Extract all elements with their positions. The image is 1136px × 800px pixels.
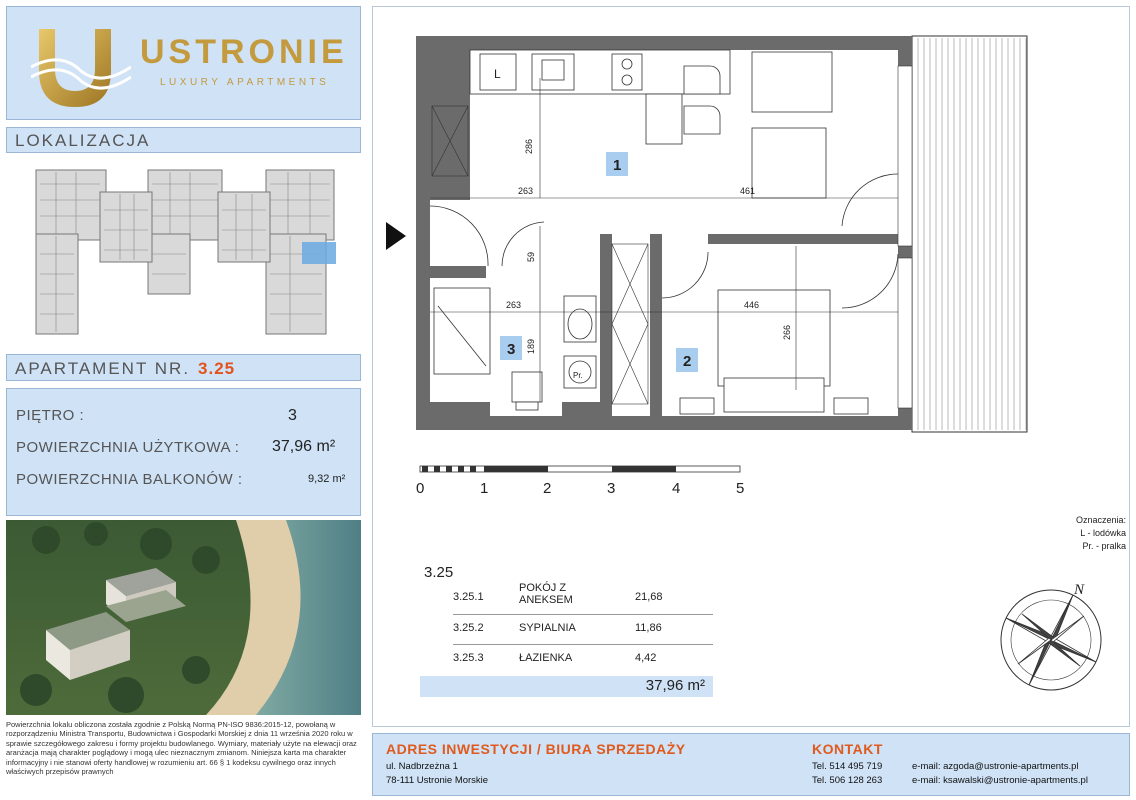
- legal-notice: Powierzchnia lokalu obliczona została zgodnie z Polską Normą PN-ISO 9836:2015-12, powołaną w rozporządzeniu Ministra Transportu, Budownictwa i Gospodarki Morskiej z dnia 11 września 2020 roku w sprawie szczegółowego zakresu i formy projektu budowlanego. Wymiary, materiały użyte na elewacji oraz aranżacja mają charakter poglądowy i mogą ulec nieznacznym zmianom. Niniejsza karta ma charakter informacyjny i nie stanowi oferty handlowej w rozumieniu art. 66 § 1 kodeksu cywilnego oraz innych właściwych przepisów prawnych: [6, 720, 357, 777]
- compass-rose-icon: [996, 580, 1114, 696]
- dim-59: 59: [526, 251, 536, 262]
- address-title: ADRES INWESTYCJI / BIURA SPRZEDAŻY: [386, 741, 686, 757]
- dim-446: 446: [744, 300, 760, 310]
- building-render-image: [6, 520, 361, 715]
- room-id: 3.25.3: [453, 652, 484, 664]
- apartment-label: APARTAMENT NR.: [15, 359, 191, 378]
- apartment-heading: [6, 354, 361, 381]
- address-line-2: 78-111 Ustronie Morskie: [386, 775, 489, 786]
- dim-461: 461: [740, 186, 756, 196]
- scale-tick-2: 2: [543, 480, 552, 497]
- total-area-value: 37,96 m²: [645, 677, 705, 694]
- legend: [1054, 514, 1126, 553]
- dim-263a: 263: [518, 186, 534, 196]
- contact-title: KONTAKT: [812, 741, 883, 757]
- room-id: 3.25.2: [453, 622, 484, 634]
- usable-area-value: 37,96 m²: [272, 438, 336, 455]
- floor-value: 3: [288, 407, 297, 424]
- ustronie-logo-icon: [31, 21, 131, 111]
- dim-266: 266: [782, 324, 792, 340]
- room-name: POKÓJ Z ANEKSEM: [519, 582, 573, 606]
- address-line-1: ul. Nadbrzeżna 1: [386, 761, 458, 772]
- compass-north-label: N: [1074, 582, 1085, 598]
- location-heading: LOKALIZACJA: [6, 127, 361, 153]
- balcony-area-value: 9,32 m²: [308, 473, 346, 485]
- room-area: 4,42: [635, 652, 657, 664]
- brand-tagline: LUXURY APARTMENTS: [160, 77, 330, 88]
- balcony-deck: [912, 36, 1027, 432]
- room-3-marker: 3: [507, 341, 516, 358]
- room-name: SYPIALNIA: [519, 622, 576, 634]
- legend-washer: Pr. - pralka: [1082, 541, 1126, 551]
- room-table-total: [420, 676, 713, 697]
- scale-tick-5: 5: [736, 480, 745, 497]
- location-site-plan: [30, 164, 340, 340]
- email-2[interactable]: e-mail: ksawalski@ustronie-apartments.pl: [912, 775, 1088, 786]
- balcony-area-label: POWIERZCHNIA BALKONÓW :: [16, 471, 243, 488]
- floor-label: PIĘTRO :: [16, 407, 85, 424]
- room-1-marker: 1: [613, 157, 622, 174]
- apartment-number: 3.25: [198, 359, 236, 378]
- scale-tick-3: 3: [607, 480, 616, 497]
- fridge-marker: L: [494, 67, 501, 81]
- brand-name: USTRONIE: [140, 33, 348, 71]
- room-table-title: 3.25: [424, 564, 454, 581]
- phone-1[interactable]: Tel. 514 495 719: [812, 761, 883, 772]
- dim-286: 286: [524, 138, 534, 154]
- room-area: 11,86: [635, 622, 662, 634]
- room-id: 3.25.1: [453, 591, 484, 603]
- dim-189: 189: [526, 338, 536, 354]
- room-name: ŁAZIENKA: [519, 652, 573, 664]
- dim-263b: 263: [506, 300, 522, 310]
- washer-marker: Pr.: [573, 371, 583, 380]
- room-area: 21,68: [635, 591, 663, 603]
- legend-title: Oznaczenia:: [1075, 515, 1126, 525]
- scale-tick-4: 4: [672, 480, 681, 497]
- scale-tick-0: 0: [416, 480, 425, 497]
- scale-tick-1: 1: [480, 480, 489, 497]
- usable-area-label: POWIERZCHNIA UŻYTKOWA :: [16, 439, 240, 456]
- phone-2[interactable]: Tel. 506 128 263: [812, 775, 883, 786]
- legend-fridge: L - lodówka: [1080, 528, 1126, 538]
- email-1[interactable]: e-mail: azgoda@ustronie-apartments.pl: [912, 761, 1079, 772]
- room-2-marker: 2: [683, 353, 692, 370]
- floor-plan-drawing: [372, 6, 1130, 476]
- scale-bar: [420, 466, 740, 472]
